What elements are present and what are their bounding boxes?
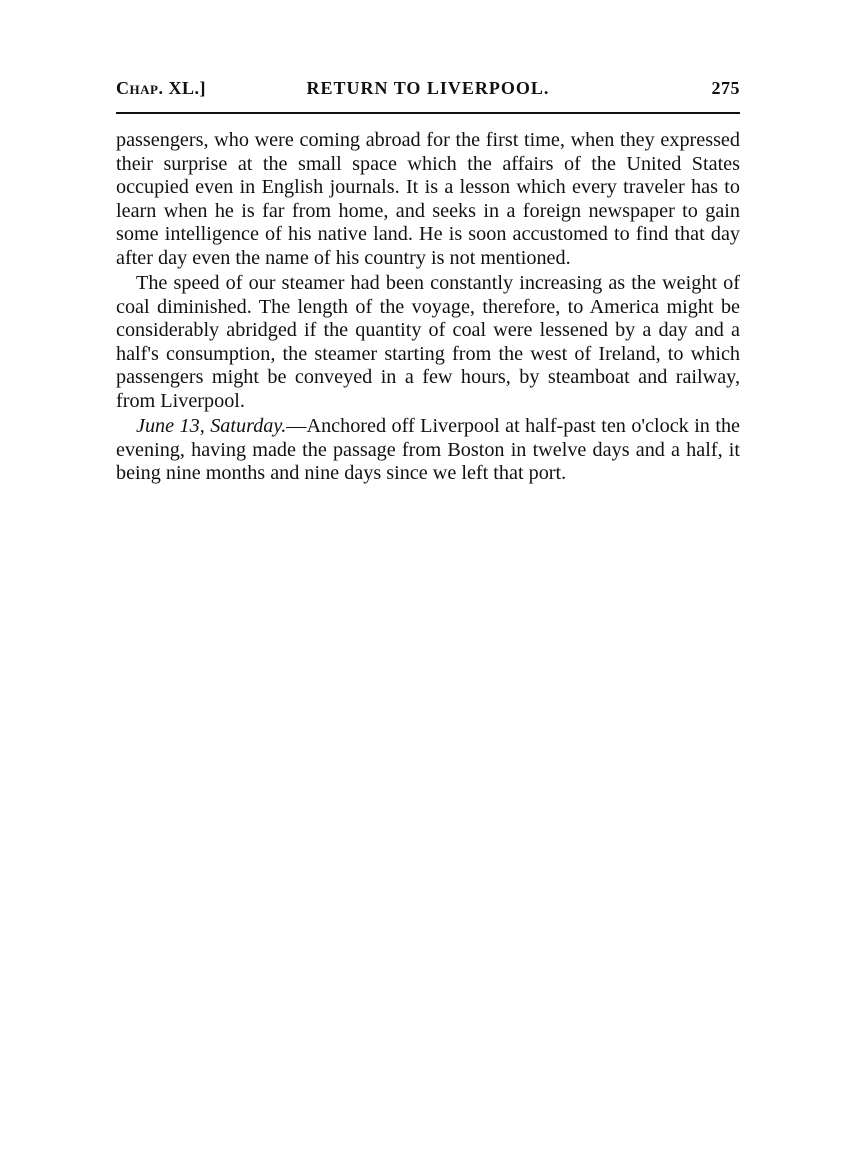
running-title: RETURN TO LIVERPOOL. [306,78,550,98]
paragraph-continued: passengers, who were coming abroad for the first time, when they expressed their surprise at the small space which the affairs of the United States occupied even in English journals. It is a lesson which every traveler has to learn when he is far from home, and seeks in a foreign newspaper to gain some intelligence of his native land. He is soon accustomed to find that day after day even the name of his country is not mentioned. [116,129,740,269]
chapter-label: Chap. XL.] [116,78,206,98]
entry-date: June 13, Saturday. [136,415,287,437]
header-rule [116,112,740,114]
page-number: 275 [711,78,740,98]
body-text [116,129,740,486]
paragraph-steamer-speed: The speed of our steamer had been constantly increasing as the weight of coal diminished. The length of the voyage, therefore, to America might be considerably abridged if the quantity of coal were lessened by a day and a half's consumption, the steamer starting from the west of Ireland, to which passengers might be conveyed in a few hours, by steamboat and railway, from Liverpool. [116,272,740,412]
running-header [116,78,740,104]
entry-text: —Anchored off Liverpool at half-past ten o'clock in the evening, having made the passage from Boston in twelve days and a half, it being nine months and nine days since we left that port. [116,415,740,484]
paragraph-journal-entry [116,415,740,486]
